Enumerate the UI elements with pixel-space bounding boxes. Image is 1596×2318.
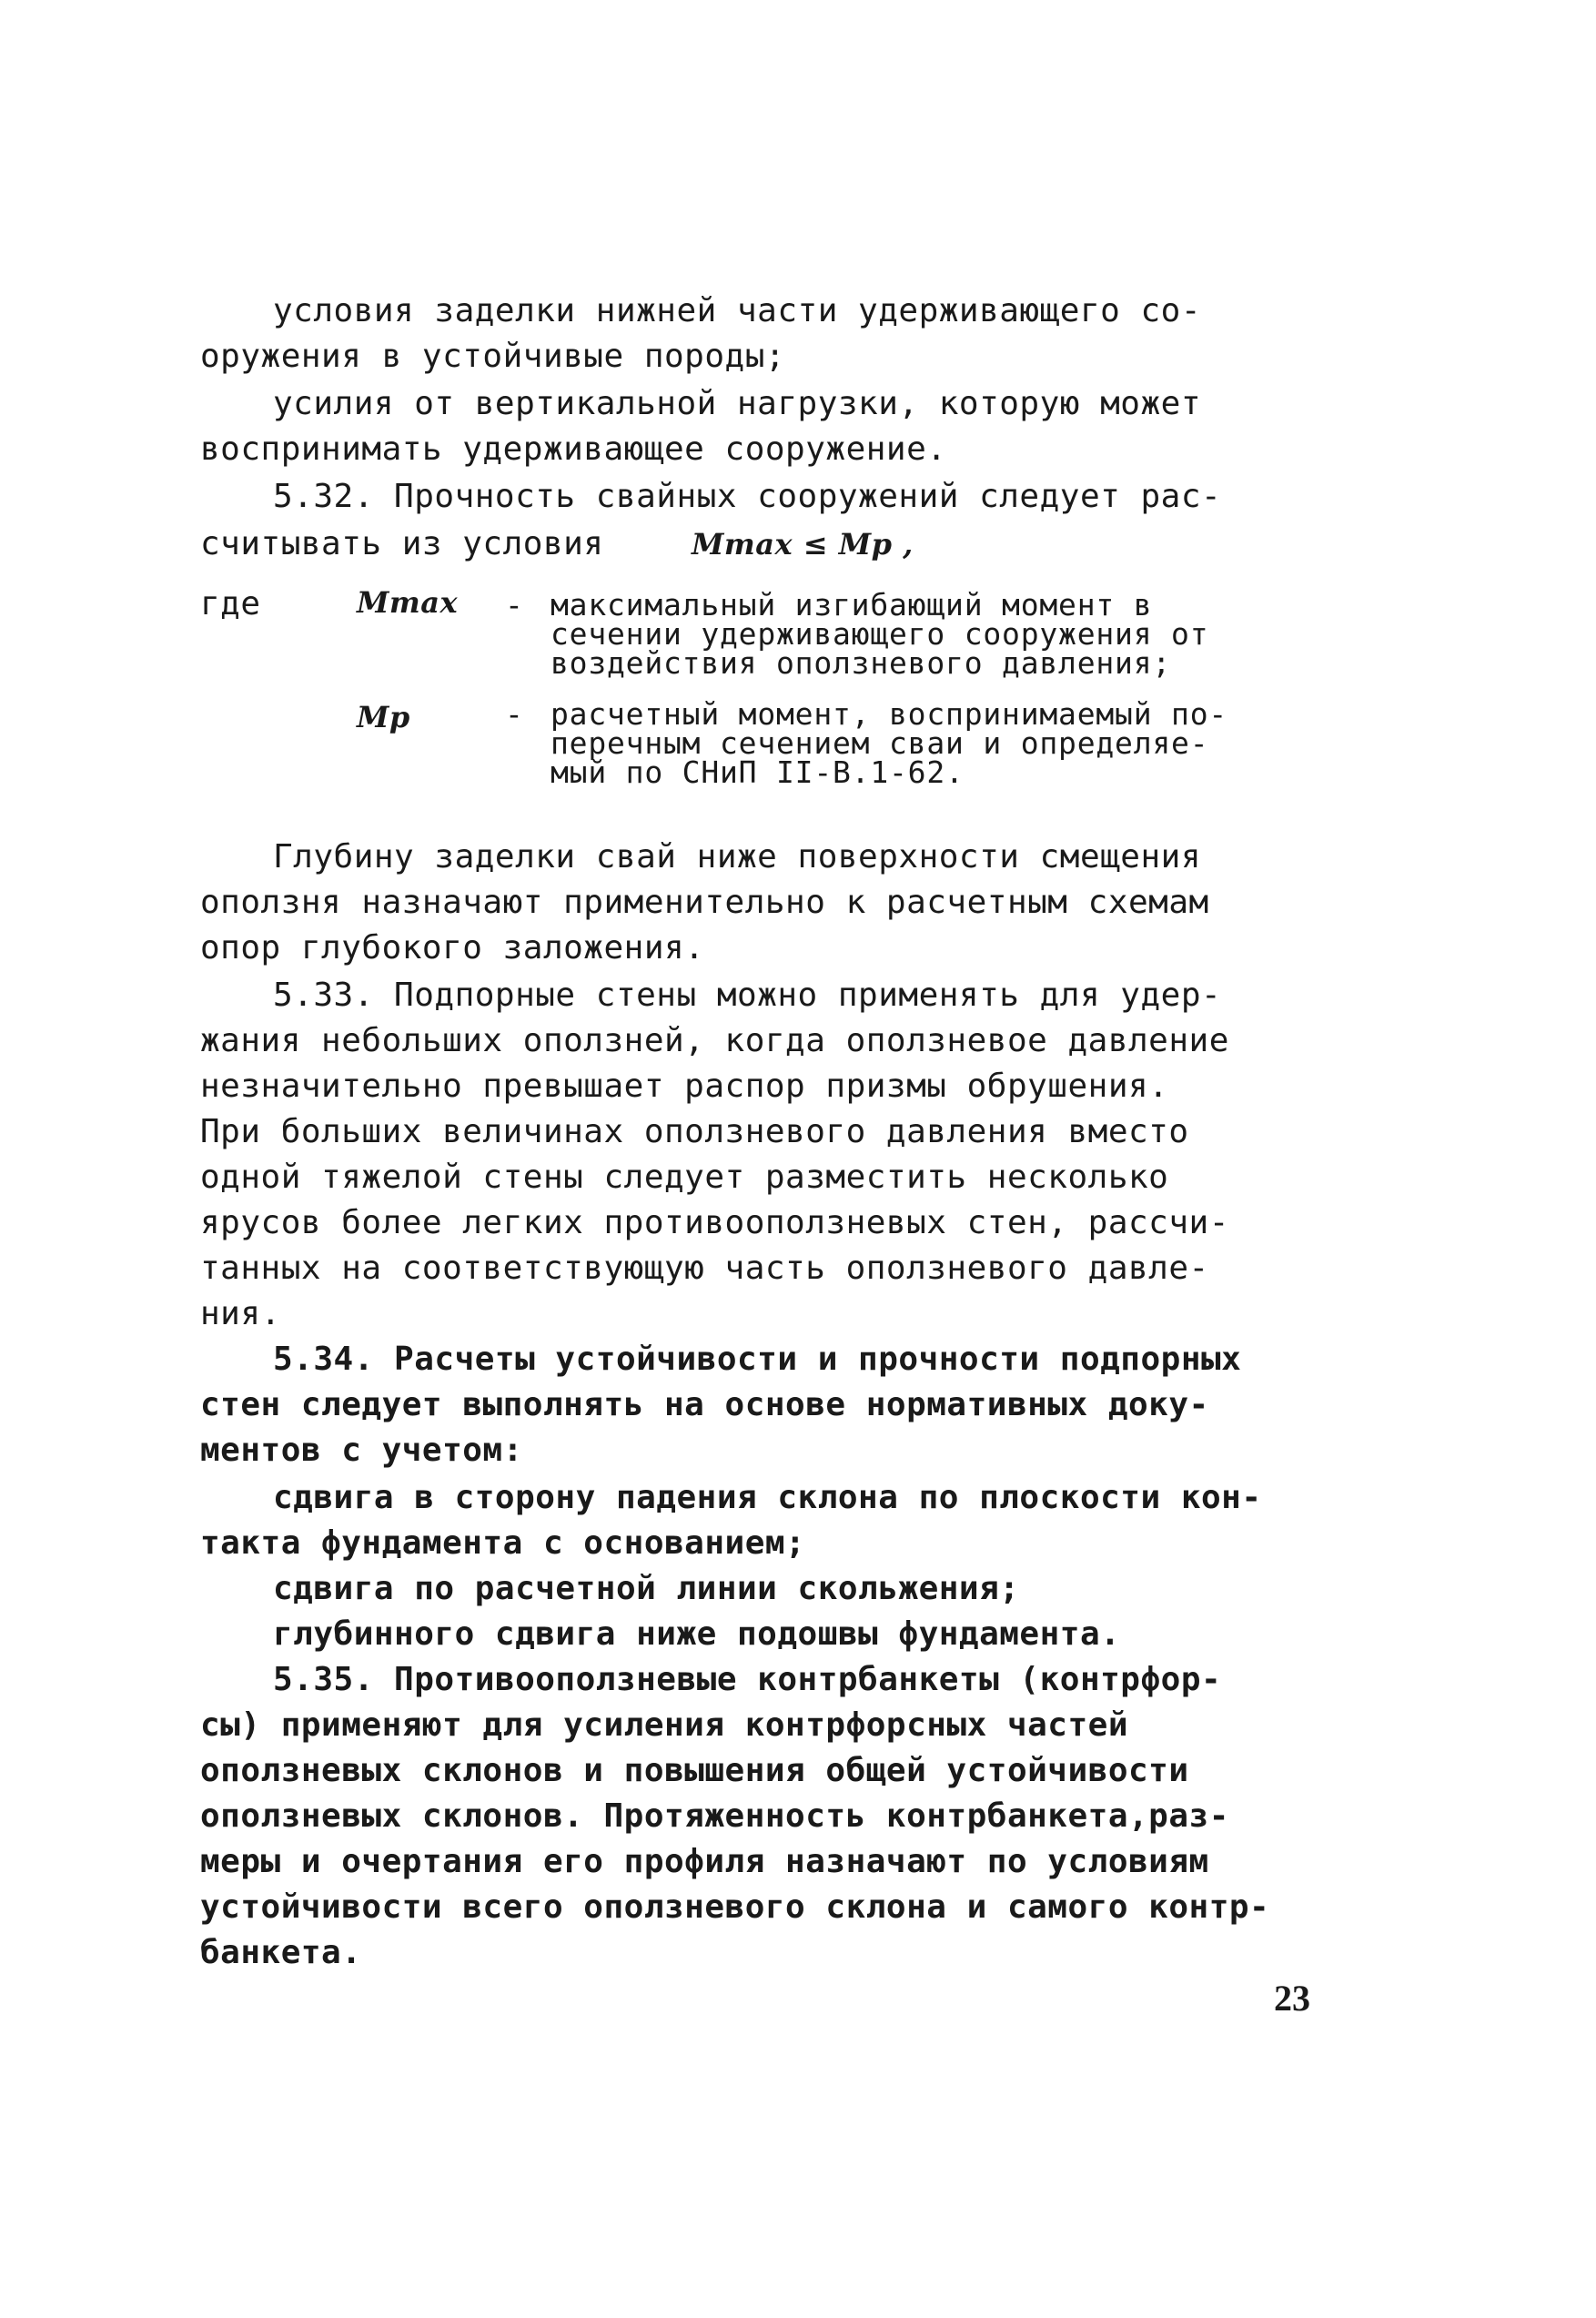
- paragraph-5-33-line: незначительно превышает распор призмы обрушения.: [200, 1068, 1169, 1105]
- paragraph-5-33-line: ния.: [200, 1295, 281, 1332]
- paragraph-5-35-line: сы) применяют для усиления контрфорсных частей: [200, 1706, 1128, 1744]
- paragraph-5-34-line: сдвига по расчетной линии скольжения;: [273, 1570, 1020, 1607]
- paragraph-5-35-line: устойчивости всего оползневого склона и самого контр-: [200, 1888, 1270, 1926]
- text-line: оползня назначают применительно к расчетным схемам: [200, 884, 1209, 921]
- text-line: условия заделки нижней части удерживающего со-: [273, 292, 1201, 329]
- text-line: оружения в устойчивые породы;: [200, 338, 786, 375]
- paragraph-5-33-line: 5.33. Подпорные стены можно применять для удер-: [273, 977, 1222, 1014]
- definition-line: сечении удерживающего сооружения от: [551, 616, 1209, 652]
- definition-line: воздействия оползневого давления;: [551, 645, 1172, 681]
- paragraph-5-34-line: сдвига в сторону падения склона по плоскости кон-: [273, 1479, 1262, 1516]
- page-number: 23: [1274, 1978, 1310, 2019]
- formula: Mmax ≤ Mp ,: [692, 527, 914, 562]
- paragraph-5-35-line: 5.35. Противооползневые контрбанкеты (контрфор-: [273, 1661, 1222, 1698]
- definition-dash: -: [505, 696, 524, 732]
- paragraph-5-35-line: банкета.: [200, 1934, 362, 1971]
- paragraph-5-35-line: меры и очертания его профиля назначают по условиям: [200, 1843, 1209, 1880]
- text-line: воспринимать удерживающее сооружение.: [200, 430, 947, 468]
- paragraph-5-35-line: оползневых склонов. Протяженность контрбанкета,раз-: [200, 1797, 1229, 1835]
- text-line: Глубину заделки свай ниже поверхности смещения: [273, 838, 1201, 876]
- definition-line: максимальный изгибающий момент в: [551, 587, 1153, 623]
- paragraph-5-33-line: одной тяжелой стены следует разместить несколько: [200, 1159, 1169, 1196]
- paragraph-5-32-line: 5.32. Прочность свайных сооружений следует рас-: [273, 478, 1222, 515]
- paragraph-5-35-line: оползневых склонов и повышения общей устойчивости: [200, 1752, 1189, 1789]
- paragraph-5-34-line: стен следует выполнять на основе нормативных доку-: [200, 1386, 1209, 1423]
- text-line: усилия от вертикальной нагрузки, которую может: [273, 385, 1201, 422]
- paragraph-5-34-line: глубинного сдвига ниже подошвы фундамента.: [273, 1615, 1121, 1653]
- symbol-mp: Mp: [357, 700, 410, 734]
- text-line: опор глубокого заложения.: [200, 929, 705, 967]
- definition-line: мый по СНиП II-В.1-62.: [551, 754, 965, 790]
- paragraph-5-33-line: жания небольших оползней, когда оползневое давление: [200, 1022, 1229, 1059]
- paragraph-5-32-line: считывать из условия: [200, 525, 604, 562]
- paragraph-5-34-line: ментов с учетом:: [200, 1432, 523, 1469]
- paragraph-5-33-line: При больших величинах оползневого давления вместо: [200, 1113, 1189, 1150]
- where-label: где: [200, 585, 261, 623]
- definition-line: расчетный момент, воспринимаемый по-: [551, 696, 1228, 732]
- paragraph-5-33-line: ярусов более легких противооползневых стен, рассчи-: [200, 1204, 1229, 1241]
- symbol-mmax: Mmax: [357, 585, 459, 620]
- paragraph-5-34-line: такта фундамента с основанием;: [200, 1524, 806, 1562]
- paragraph-5-33-line: танных на соответствующую часть оползневого давле-: [200, 1250, 1209, 1287]
- definition-line: перечным сечением сваи и определяе-: [551, 725, 1209, 761]
- definition-dash: -: [505, 587, 524, 623]
- paragraph-5-34-line: 5.34. Расчеты устойчивости и прочности подпорных: [273, 1341, 1242, 1378]
